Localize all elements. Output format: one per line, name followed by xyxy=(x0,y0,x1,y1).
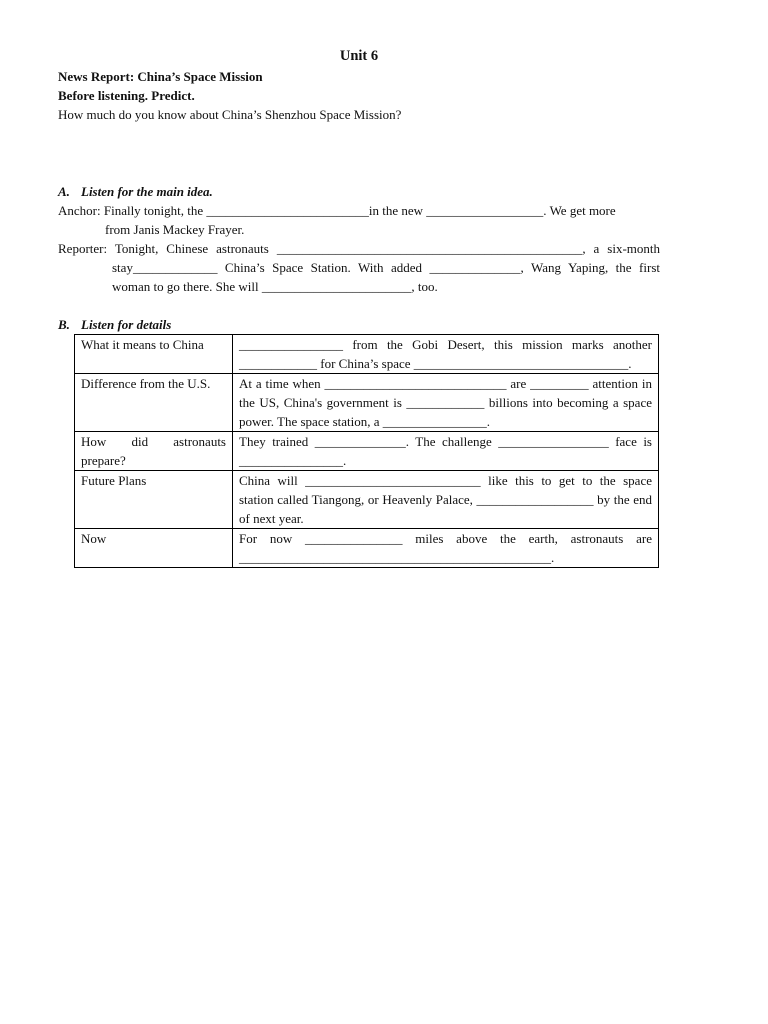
section-b-letter: B. xyxy=(58,317,70,332)
worksheet-page xyxy=(58,46,660,568)
anchor-line-1: Anchor: Finally tonight, the _________________________in the new __________________. We get more xyxy=(58,203,616,218)
section-a-letter: A. xyxy=(58,184,70,199)
table-row xyxy=(75,335,659,374)
table-row xyxy=(75,471,659,529)
page-title: Unit 6 xyxy=(339,48,379,64)
reporter-line-1: Reporter: Tonight, Chinese astronauts _______________________________________________, a six-month xyxy=(58,241,660,256)
row-label: Now xyxy=(75,529,233,568)
section-b-heading xyxy=(58,315,660,334)
row-fill-in-text: ________________ from the Gobi Desert, this mission marks another ____________ for China’s space _________________________________. xyxy=(233,335,659,374)
prediction-question: How much do you know about China’s Shenzhou Space Mission? xyxy=(58,107,402,122)
section-gap xyxy=(58,296,660,315)
table-row xyxy=(75,432,659,471)
row-fill-in-text: At a time when ____________________________ are _________ attention in the US, China's government is ____________ billions into becoming a space power. The space station, a ________________. xyxy=(233,374,659,432)
reporter-line-2: stay_____________ China’s Space Station. With added ______________, Wang Yaping, the first xyxy=(112,260,660,275)
section-a-heading xyxy=(58,182,660,201)
anchor-line-2: from Janis Mackey Frayer. xyxy=(105,222,245,237)
row-label: What it means to China xyxy=(75,335,233,374)
row-label: Future Plans xyxy=(75,471,233,529)
row-label: How did astronauts prepare? xyxy=(75,432,233,471)
reporter-line-3: woman to go there. She will _______________________, too. xyxy=(112,279,438,294)
section-a-title: Listen for the main idea. xyxy=(81,184,213,199)
answer-space xyxy=(58,124,660,182)
row-fill-in-text: China will ___________________________ like this to get to the space station called Tiangong, or Heavenly Palace, __________________ by the end of next year. xyxy=(233,471,659,529)
table-row xyxy=(75,529,659,568)
row-fill-in-text: They trained ______________. The challenge _________________ face is ________________. xyxy=(233,432,659,471)
row-fill-in-text: For now _______________ miles above the earth, astronauts are ________________________________________________. xyxy=(233,529,659,568)
before-listening-instruction: Before listening. Predict. xyxy=(58,88,195,103)
report-subtitle: News Report: China’s Space Mission xyxy=(58,69,263,84)
row-label: Difference from the U.S. xyxy=(75,374,233,432)
table-row xyxy=(75,374,659,432)
details-table xyxy=(74,334,659,568)
section-b-title: Listen for details xyxy=(81,317,172,332)
